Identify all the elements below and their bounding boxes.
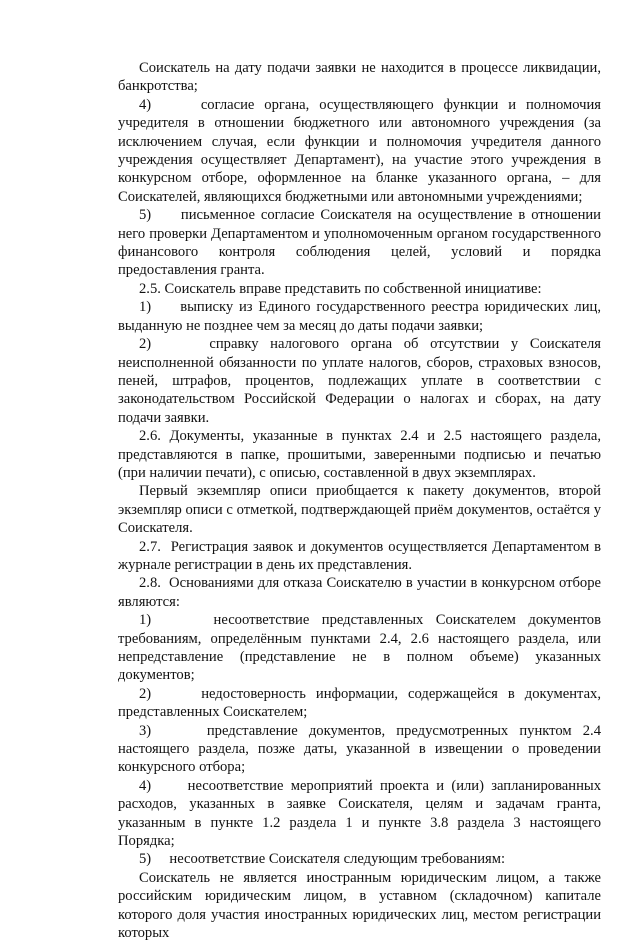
list-item: 1) выписку из Единого государственного реестра юридических лиц, выданную не позднее чем за месяц до даты подачи заявки; <box>118 299 601 334</box>
section-paragraph: 2.8. Основаниями для отказа Соискателю в участии в конкурсном отборе являются: <box>118 575 601 610</box>
paragraph: Первый экземпляр описи приобщается к пакету документов, второй экземпляр описи с отметкой, подтверждающей приём документов, остаётся у Соискателя. <box>118 483 601 537</box>
paragraph: Соискатель на дату подачи заявки не находится в процессе ликвидации, банкротства; <box>118 60 601 95</box>
list-item: 4) несоответствие мероприятий проекта и (или) запланированных расходов, указанных в заявке Соискателя, целям и задачам гранта, указанным в пункте 1.2 раздела 1 и пункте 3.8 раздела 3 настоящего Порядка; <box>118 777 601 850</box>
paragraph: Соискатель не является иностранным юридическим лицом, а также российским юридическим лицом, в уставном (складочном) капитале которого доля участия иностранных юридических лиц, местом регистрации которых <box>118 869 601 942</box>
document-body <box>118 59 601 943</box>
list-item: 2) справку налогового органа об отсутствии у Соискателя неисполненной обязанности по уплате налогов, сборов, страховых взносов, пеней, штрафов, процентов, подлежащих уплате в соответствии с законодательством Российской Федерации о налогах и сборах, на дату подачи заявки. <box>118 336 601 426</box>
list-item: 5) несоответствие Соискателя следующим требованиям: <box>139 851 506 868</box>
list-item: 3) представление документов, предусмотренных пунктом 2.4 настоящего раздела, позже даты, указанной в извещении о проведении конкурсного отбора; <box>118 722 601 776</box>
list-item: 5) письменное согласие Соискателя на осуществление в отношении него проверки Департаментом и уполномоченным органом государственного финансового контроля соблюдения целей, условий и порядка предоставления гранта. <box>118 207 601 279</box>
list-item: 1) несоответствие представленных Соискателем документов требованиям, определённым пунктами 2.4, 2.6 настоящего раздела, или непредставление (представление не в полном объеме) указанных документов; <box>118 612 601 684</box>
list-item: 2) недостоверность информации, содержащейся в документах, представленных Соискателем; <box>118 685 601 721</box>
list-item: 4) согласие органа, осуществляющего функции и полномочия учредителя в отношении бюджетного или автономного учреждения (за исключением случая, если функции и полномочия учредителя данного учреждения осуществляет Департамент), на участие этого учреждения в конкурсном отборе, оформленное на бланке указанного органа, – для Соискателей, являющихся бюджетными или автономными учреждениями; <box>118 96 601 205</box>
section-paragraph: 2.5. Соискатель вправе представить по собственной инициативе: <box>139 280 542 297</box>
section-paragraph: 2.6. Документы, указанные в пунктах 2.4 и 2.5 настоящего раздела, представляются в папке, прошитыми, заверенными подписью и печатью (при наличии печати), с описью, составленной в двух экземплярах. <box>118 428 601 481</box>
section-paragraph: 2.7. Регистрация заявок и документов осуществляется Департаментом в журнале регистрации в день их представления. <box>118 538 601 573</box>
